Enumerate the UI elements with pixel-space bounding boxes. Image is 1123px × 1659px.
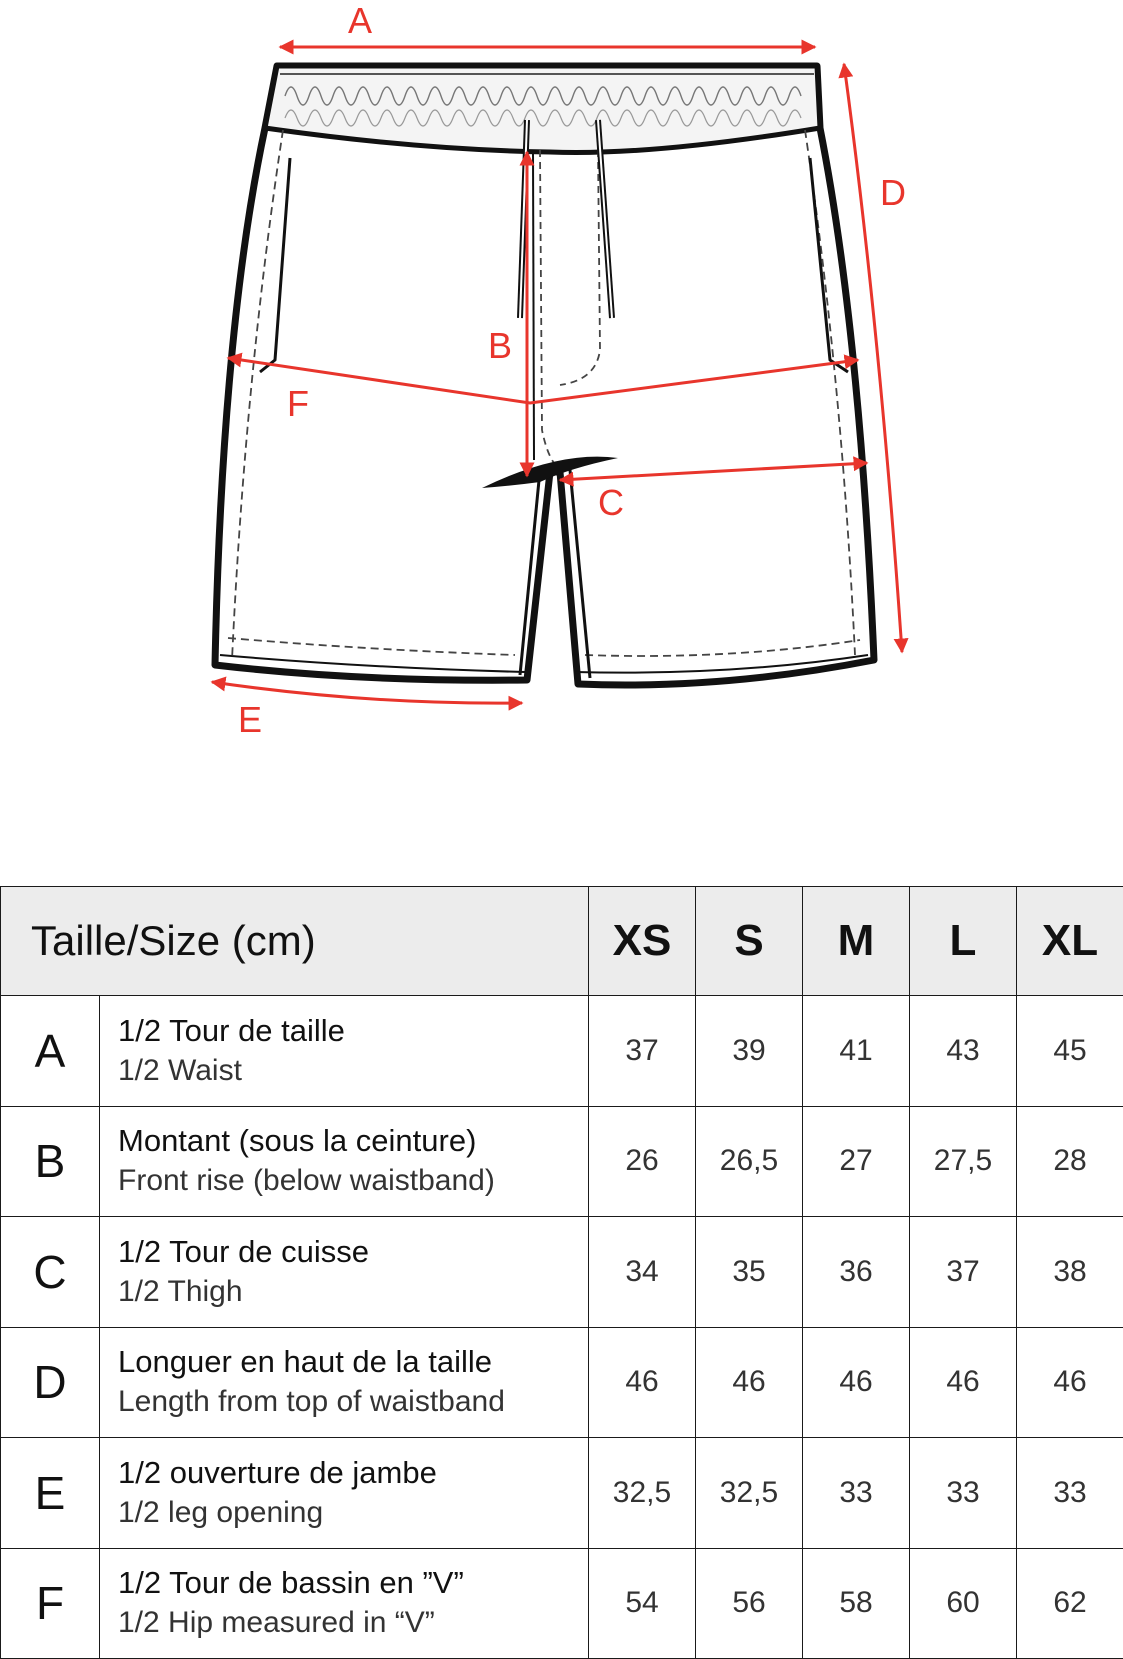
cell-value: 43 (910, 996, 1017, 1107)
table-row (1, 996, 1123, 1107)
row-description (100, 1548, 589, 1659)
cell-value: 37 (910, 1217, 1017, 1328)
size-header-l: L (910, 887, 1017, 996)
row-letter: C (1, 1217, 100, 1328)
cell-value: 56 (696, 1548, 803, 1659)
row-label-fr: 1/2 ouverture de jambe (118, 1454, 437, 1490)
cell-value: 45 (1017, 996, 1123, 1107)
cell-value: 41 (803, 996, 910, 1107)
row-letter: F (1, 1548, 100, 1659)
row-label-fr: Longuer en haut de la taille (118, 1344, 493, 1380)
cell-value: 58 (803, 1548, 910, 1659)
table-row (1, 1438, 1123, 1549)
label-d: D (880, 172, 906, 213)
table-header-row (1, 887, 1123, 996)
row-description (100, 1438, 589, 1549)
cell-value: 34 (589, 1217, 696, 1328)
row-label-fr: Montant (sous la ceinture) (118, 1123, 477, 1159)
row-description (100, 1217, 589, 1328)
cell-value: 27 (803, 1106, 910, 1217)
row-label-en: 1/2 Waist (118, 1053, 242, 1087)
cell-value: 54 (589, 1548, 696, 1659)
cell-value: 26,5 (696, 1106, 803, 1217)
row-label-en: 1/2 leg opening (118, 1495, 324, 1529)
cell-value: 33 (1017, 1438, 1123, 1549)
cell-value: 46 (589, 1327, 696, 1438)
cell-value: 27,5 (910, 1106, 1017, 1217)
cell-value: 33 (803, 1438, 910, 1549)
row-description (100, 1106, 589, 1217)
cell-value: 37 (589, 996, 696, 1107)
table-row (1, 1106, 1123, 1217)
size-header-m: M (803, 887, 910, 996)
row-label-en: Length from top of waistband (118, 1385, 505, 1419)
table-row (1, 1217, 1123, 1328)
cell-value: 60 (910, 1548, 1017, 1659)
cell-value: 62 (1017, 1548, 1123, 1659)
size-chart-table (0, 886, 1123, 1659)
row-letter: B (1, 1106, 100, 1217)
size-header-s: S (696, 887, 803, 996)
row-letter: E (1, 1438, 100, 1549)
row-label-fr: 1/2 Tour de bassin en ”V” (118, 1565, 464, 1601)
row-label-fr: 1/2 Tour de taille (118, 1012, 345, 1048)
size-header-xl: XL (1017, 887, 1123, 996)
table-row (1, 1327, 1123, 1438)
row-letter: A (1, 996, 100, 1107)
cell-value: 26 (589, 1106, 696, 1217)
label-c: C (598, 482, 624, 523)
cell-value: 46 (803, 1327, 910, 1438)
cell-value: 32,5 (696, 1438, 803, 1549)
cell-value: 33 (910, 1438, 1017, 1549)
cell-value: 46 (696, 1327, 803, 1438)
cell-value: 32,5 (589, 1438, 696, 1549)
table-title: Taille/Size (cm) (1, 887, 589, 996)
cell-value: 46 (910, 1327, 1017, 1438)
row-letter: D (1, 1327, 100, 1438)
cell-value: 36 (803, 1217, 910, 1328)
label-f: F (287, 383, 309, 424)
shorts-measurement-diagram (0, 0, 1123, 760)
size-header-xs: XS (589, 887, 696, 996)
shorts-outline (215, 66, 874, 685)
cell-value: 28 (1017, 1106, 1123, 1217)
row-description (100, 996, 589, 1107)
cell-value: 35 (696, 1217, 803, 1328)
row-label-fr: 1/2 Tour de cuisse (118, 1233, 370, 1269)
row-label-en: 1/2 Hip measured in “V” (118, 1606, 435, 1640)
row-label-en: 1/2 Thigh (118, 1274, 243, 1308)
row-label-en: Front rise (below waistband) (118, 1164, 495, 1198)
cell-value: 46 (1017, 1327, 1123, 1438)
row-description (100, 1327, 589, 1438)
label-e: E (238, 699, 263, 740)
cell-value: 39 (696, 996, 803, 1107)
table-row (1, 1548, 1123, 1659)
label-b: B (488, 325, 513, 366)
label-a: A (348, 0, 373, 41)
cell-value: 38 (1017, 1217, 1123, 1328)
